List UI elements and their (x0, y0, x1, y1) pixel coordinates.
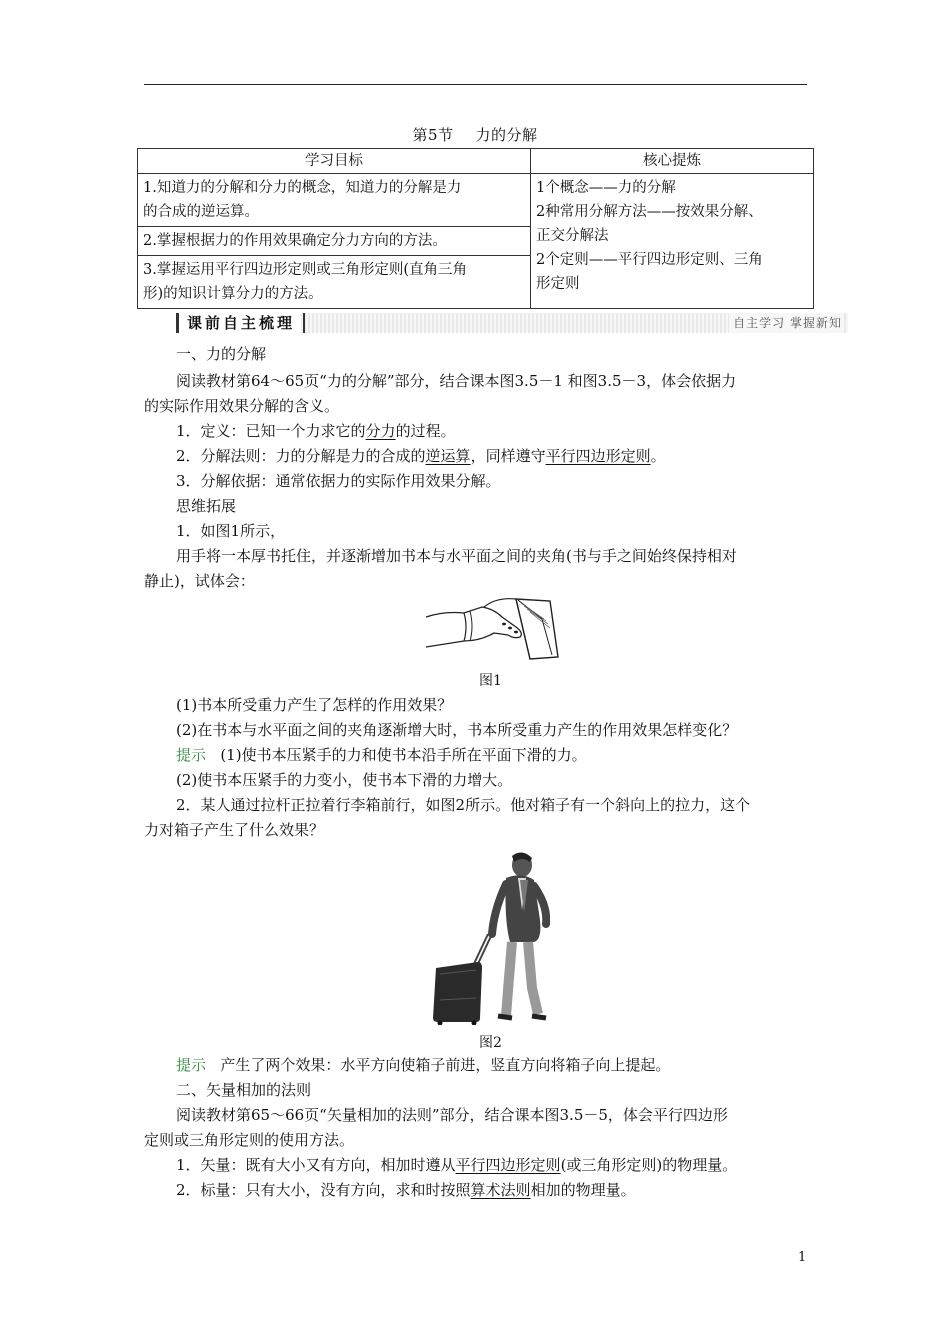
core-line: 形定则 (536, 276, 580, 292)
paragraph-line: 定则或三角形定则的使用方法。 (144, 1131, 355, 1149)
paragraph-line: 阅读教材第65～66页“矢量相加的法则”部分，结合课本图3.5－5，体会平行四边形 (176, 1106, 728, 1124)
header-rule (144, 84, 807, 85)
goal-3: 3.掌握运用平行四边形定则或三角形定则(直角三角 形)的知识计算分力的方法。 (138, 256, 531, 309)
heading-extension: 思维拓展 (176, 497, 237, 515)
core-line: 正交分解法 (536, 228, 609, 244)
section-banner (176, 313, 848, 335)
goal-2: 2.掌握根据力的作用效果确定分力方向的方法。 (138, 227, 531, 256)
rule-item: 2．分解法则：力的分解是力的合成的逆运算，同样遵守平行四边形定则。 (176, 447, 666, 465)
definition-item: 1．定义：已知一个力求它的分力的过程。 (176, 422, 456, 440)
hint-answer: 提示 (1)使书本压紧手的力和使书本沿手所在平面下滑的力。 (176, 746, 587, 764)
paragraph-line: 阅读教材第64～65页“力的分解”部分，结合课本图3.5－1 和图3.5－3，体会依据力 (176, 372, 737, 390)
paragraph-line: 的实际作用效果分解的含义。 (144, 397, 340, 415)
section-name: 力的分解 (475, 126, 538, 144)
hint-label: 提示 (176, 746, 207, 764)
banner-label: 课前自主梳理 (176, 313, 301, 333)
basis-item: 3．分解依据：通常依据力的实际作用效果分解。 (176, 472, 501, 490)
heading-vector-addition: 二、矢量相加的法则 (176, 1081, 312, 1099)
hint-label: 提示 (176, 1056, 207, 1074)
page-title (0, 124, 950, 145)
objectives-table (137, 148, 814, 309)
section-number: 第5节 (412, 126, 454, 144)
figure-2-caption: 图2 (479, 1035, 502, 1051)
blank-answer: 算术法则 (470, 1181, 531, 1199)
question-2: 2．某人通过拉杆正拉着行李箱前行，如图2所示。他对箱子有一个斜向上的拉力，这个 (176, 796, 751, 814)
page-number: 1 (798, 1250, 807, 1265)
heading-force-decomposition: 一、力的分解 (176, 345, 267, 363)
hint-answer: (2)使书本压紧手的力变小，使书本下滑的力增大。 (176, 771, 513, 789)
banner-subtitle: 自主学习 掌握新知 (729, 313, 842, 333)
scalar-definition: 2．标量：只有大小，没有方向，求和时按照算术法则相加的物理量。 (176, 1181, 636, 1199)
goal-1: 1.知道力的分解和分力的概念，知道力的分解是力 的合成的逆运算。 (138, 174, 531, 227)
blank-answer: 分力 (365, 422, 396, 440)
hint-answer: 提示 产生了两个效果：水平方向使箱子前进，竖直方向将箱子向上提起。 (176, 1056, 671, 1074)
figure-1-caption: 图1 (479, 673, 502, 689)
man-with-suitcase-photo (430, 850, 550, 1025)
core-summary (531, 174, 814, 309)
objectives-header: 学习目标 (138, 149, 531, 174)
paragraph-line: 静止)，试体会： (144, 572, 255, 590)
core-line: 1个概念——力的分解 (536, 180, 676, 196)
sub-question: (1)书本所受重力产生了怎样的作用效果？ (176, 696, 453, 714)
core-line: 2种常用分解方法——按效果分解、 (536, 204, 763, 220)
core-line: 2个定则——平行四边形定则、三角 (536, 252, 763, 268)
blank-answer: 平行四边形定则 (545, 447, 651, 465)
core-header: 核心提炼 (531, 149, 814, 174)
hand-holding-book-figure (424, 597, 559, 661)
blank-answer: 逆运算 (425, 447, 471, 465)
question-1: 1．如图1所示， (176, 522, 286, 540)
vector-definition: 1．矢量：既有大小又有方向，相加时遵从平行四边形定则(或三角形定则)的物理量。 (176, 1156, 738, 1174)
paragraph-line: 力对箱子产生了什么效果？ (144, 821, 325, 839)
sub-question: (2)在书本与水平面之间的夹角逐渐增大时，书本所受重力产生的作用效果怎样变化？ (176, 721, 738, 739)
paragraph-line: 用手将一本厚书托住，并逐渐增加书本与水平面之间的夹角(书与手之间始终保持相对 (176, 547, 737, 565)
blank-answer: 平行四边形定则 (455, 1156, 561, 1174)
